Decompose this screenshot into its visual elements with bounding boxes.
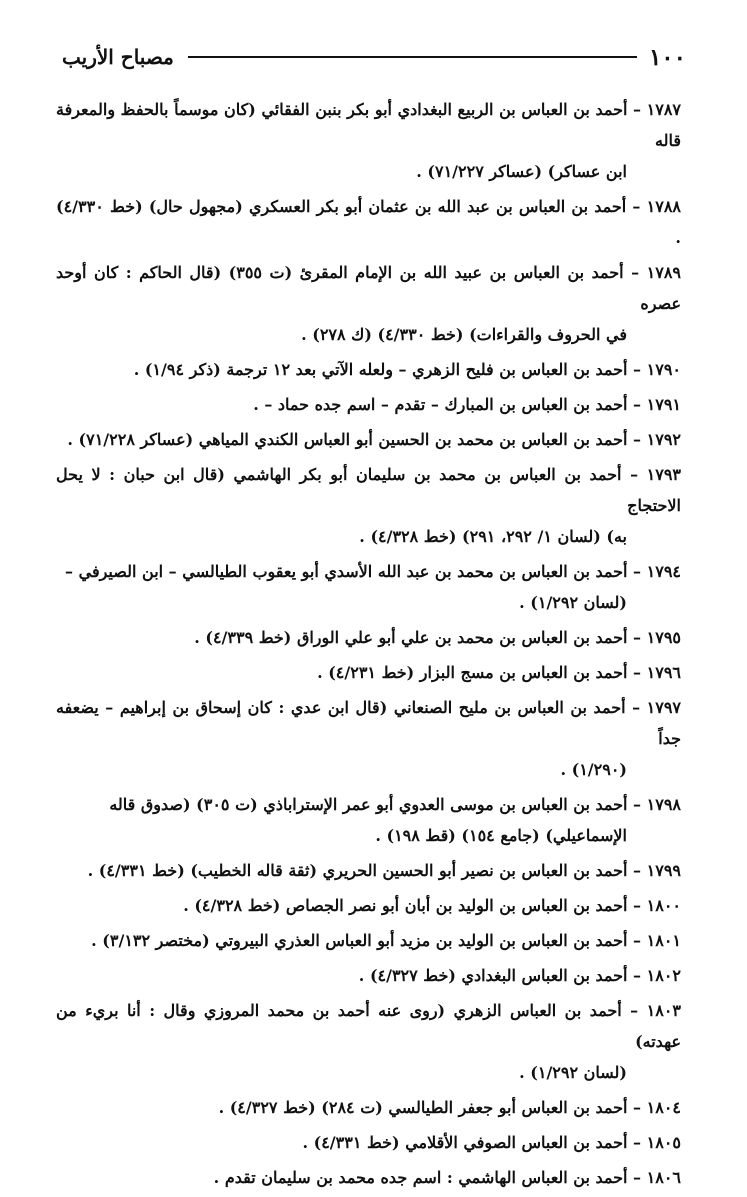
entry: ١٧٨٨ – أحمد بن العباس بن عبد الله بن عثمان أبو بكر العسكري (مجهول حال) (خط ٤/٣٣٠) . (56, 197, 682, 247)
entry-number: ١٧٩١ (646, 395, 681, 414)
header-rule (188, 56, 637, 58)
entry-continuation: (١/٢٩٠) . (560, 760, 627, 779)
entry-number: ١٨٠٢ (646, 966, 681, 985)
entry-continuation: (لسان ١/٢٩٢) . (519, 593, 627, 612)
entry: ١٧٩٣ – أحمد بن العباس بن محمد بن سليمان أبو بكر الهاشمي (قال ابن حبان : لا يحل الاحتجاج به) (لسان ١/ ٢٩٢، ٢٩١) (خط ٤/٣٢٨) . (56, 459, 681, 552)
entry-continuation: به) (لسان ١/ ٢٩٢، ٢٩١) (خط ٤/٣٢٨) . (359, 527, 627, 546)
entry-text: أحمد بن العباس بن نصير أبو الحسين الحريري (ثقة قاله الخطيب) (خط ٤/٣٣١) . (87, 861, 628, 880)
entry-number: ١٧٩٢ (646, 430, 681, 449)
entry-number: ١٨٠٣ (646, 1001, 681, 1020)
entry: ١٨٠٠ – أحمد بن العباس بن الوليد بن أبان أبو نصر الجصاص (خط ٤/٣٢٨) . (183, 896, 681, 915)
entry: ١٧٩٧ – أحمد بن العباس بن مليح الصنعاني (قال ابن عدي : كان إسحاق بن إبراهيم – يضعفه جداً (١/٢٩٠) . (56, 692, 681, 785)
entry: ١٧٩٥ – أحمد بن العباس بن محمد بن علي أبو علي الوراق (خط ٤/٣٣٩) . (194, 628, 681, 647)
entry: ١٨٠٢ – أحمد بن العباس البغدادي (خط ٤/٣٢٧) . (358, 966, 681, 985)
entry-number: ١٧٩٧ (646, 698, 682, 717)
entry-number: ١٨٠٤ (646, 1098, 681, 1117)
entry-text: أحمد بن العباس بن موسى العدوي أبو عمر الإستراباذي (ت ٣٠٥) (صدوق قاله (109, 795, 628, 814)
entry-text: أحمد بن العباس الصوفي الأقلامي (خط ٤/٣٣١) . (302, 1133, 628, 1152)
entry-text: أحمد بن العباس الهاشمي : اسم جده محمد بن سليمان تقدم . (213, 1168, 628, 1187)
entry-text: أحمد بن العباس بن عبيد الله بن الإمام المقرئ (ت ٣٥٥) (قال الحاكم : كان أوحد عصره (56, 263, 681, 313)
page-header (62, 40, 686, 74)
entry-text: أحمد بن العباس بن المبارك – تقدم – اسم جده حماد – . (253, 395, 628, 414)
entry-text: أحمد بن العباس بن فليح الزهري – ولعله الآتي بعد ١٢ ترجمة (ذكر ١/٩٤) . (133, 360, 628, 379)
entry-number: ١٨٠٦ (646, 1168, 681, 1187)
entry: ١٧٨٩ – أحمد بن العباس بن عبيد الله بن الإمام المقرئ (ت ٣٥٥) (قال الحاكم : كان أوحد عصره في الحروف والقراءات) (خط ٤/٣٣٠) (ك ٢٧٨) . (56, 257, 681, 350)
entry: ١٧٩٩ – أحمد بن العباس بن نصير أبو الحسين الحريري (ثقة قاله الخطيب) (خط ٤/٣٣١) . (87, 861, 681, 880)
entry-text: أحمد بن العباس بن محمد بن علي أبو علي الوراق (خط ٤/٣٣٩) . (194, 628, 628, 647)
entry-continuation: (لسان ١/٢٩٢) . (519, 1063, 627, 1082)
entry-continuation: الإسماعيلي) (جامع ١٥٤) (قط ١٩٨) . (375, 826, 627, 845)
entry-text: أحمد بن العباس بن مليح الصنعاني (قال ابن عدي : كان إسحاق بن إبراهيم – يضعفه جداً (56, 698, 681, 748)
entry-text: أحمد بن العباس البغدادي (خط ٤/٣٢٧) . (358, 966, 628, 985)
page-number: ١٠٠ (648, 43, 686, 71)
entry-text: أحمد بن العباس بن الوليد بن مزيد أبو العباس العذري البيروتي (مختصر ٣/١٣٢) . (91, 931, 628, 950)
entry-text: أحمد بن العباس الزهري (روى عنه أحمد بن محمد المروزي وقال : أنا بريء من عهدته) (56, 1001, 681, 1051)
entry-number: ١٧٩٤ (646, 562, 681, 581)
entry: ١٨٠٦ – أحمد بن العباس الهاشمي : اسم جده محمد بن سليمان تقدم . (213, 1168, 681, 1187)
entry-text: أحمد بن العباس بن الوليد بن أبان أبو نصر الجصاص (خط ٤/٣٢٨) . (183, 896, 628, 915)
entry-continuation: ابن عساكر) (عساكر ٧١/٢٢٧) . (416, 162, 627, 181)
entry-number: ١٧٨٧ (646, 100, 682, 119)
entry-number: ١٧٩٠ (646, 360, 681, 379)
entry-text: أحمد بن العباس بن محمد بن الحسين أبو العباس الكندي المياهي (عساكر ٧١/٢٢٨) . (67, 430, 628, 449)
entry-number: ١٧٩٨ (646, 795, 681, 814)
entry: ١٨٠٥ – أحمد بن العباس الصوفي الأقلامي (خط ٤/٣٣١) . (302, 1133, 681, 1152)
entry-text: أحمد بن العباس بن مسج البزار (خط ٤/٢٣١) . (317, 663, 628, 682)
entry: ١٧٩٠ – أحمد بن العباس بن فليح الزهري – ولعله الآتي بعد ١٢ ترجمة (ذكر ١/٩٤) . (133, 360, 681, 379)
entry-number: ١٧٩٩ (646, 861, 681, 880)
entry: ١٧٩٤ – أحمد بن العباس بن محمد بن عبد الله الأسدي أبو يعقوب الطيالسي – ابن الصيرفي – (لسان ١/٢٩٢) . (56, 556, 681, 618)
entry-text: أحمد بن العباس بن محمد بن سليمان أبو بكر الهاشمي (قال ابن حبان : لا يحل الاحتجاج (56, 465, 681, 515)
entry-number: ١٧٩٣ (646, 465, 682, 484)
entry-number: ١٧٩٥ (646, 628, 681, 647)
entry: ١٧٩٦ – أحمد بن العباس بن مسج البزار (خط ٤/٢٣١) . (317, 663, 681, 682)
entry: ١٧٩١ – أحمد بن العباس بن المبارك – تقدم – اسم جده حماد – . (253, 395, 681, 414)
entry-number: ١٨٠١ (646, 931, 681, 950)
entry-continuation: في الحروف والقراءات) (خط ٤/٣٣٠) (ك ٢٧٨) . (301, 325, 627, 344)
entry-text: أحمد بن العباس بن محمد بن عبد الله الأسدي أبو يعقوب الطيالسي – ابن الصيرفي – (65, 562, 628, 581)
entry: ١٧٩٨ – أحمد بن العباس بن موسى العدوي أبو عمر الإستراباذي (ت ٣٠٥) (صدوق قاله الإسماعيلي) (جامع ١٥٤) (قط ١٩٨) . (56, 789, 681, 851)
entry-number: ١٧٨٨ (646, 197, 682, 216)
entry-number: ١٧٩٦ (646, 663, 681, 682)
entry: ١٨٠٣ – أحمد بن العباس الزهري (روى عنه أحمد بن محمد المروزي وقال : أنا بريء من عهدته) (لسان ١/٢٩٢) . (56, 995, 681, 1088)
entry-number: ١٨٠٥ (646, 1133, 681, 1152)
entry-text: أحمد بن العباس أبو جعفر الطيالسي (ت ٢٨٤) (خط ٤/٣٢٧) . (218, 1098, 628, 1117)
entry-number: ١٨٠٠ (646, 896, 681, 915)
entry-text: أحمد بن العباس بن الربيع البغدادي أبو بكر بنبن الفقائي (كان موسماً بالحفظ والمعرفة قاله (56, 100, 681, 150)
biographical-entries (56, 94, 681, 1197)
entry-text: أحمد بن العباس بن عبد الله بن عثمان أبو بكر العسكري (مجهول حال) (خط ٤/٣٣٠) . (56, 197, 681, 247)
entry: ١٧٨٧ – أحمد بن العباس بن الربيع البغدادي أبو بكر بنبن الفقائي (كان موسماً بالحفظ والمعرفة قاله ابن عساكر) (عساكر ٧١/٢٢٧) . (56, 94, 681, 187)
running-title: مصباح الأريب (62, 45, 174, 69)
entry: ١٨٠١ – أحمد بن العباس بن الوليد بن مزيد أبو العباس العذري البيروتي (مختصر ٣/١٣٢) . (91, 931, 681, 950)
entry-number: ١٧٨٩ (646, 263, 681, 282)
entry: ١٨٠٤ – أحمد بن العباس أبو جعفر الطيالسي (ت ٢٨٤) (خط ٤/٣٢٧) . (218, 1098, 681, 1117)
entry: ١٧٩٢ – أحمد بن العباس بن محمد بن الحسين أبو العباس الكندي المياهي (عساكر ٧١/٢٢٨) . (67, 430, 681, 449)
